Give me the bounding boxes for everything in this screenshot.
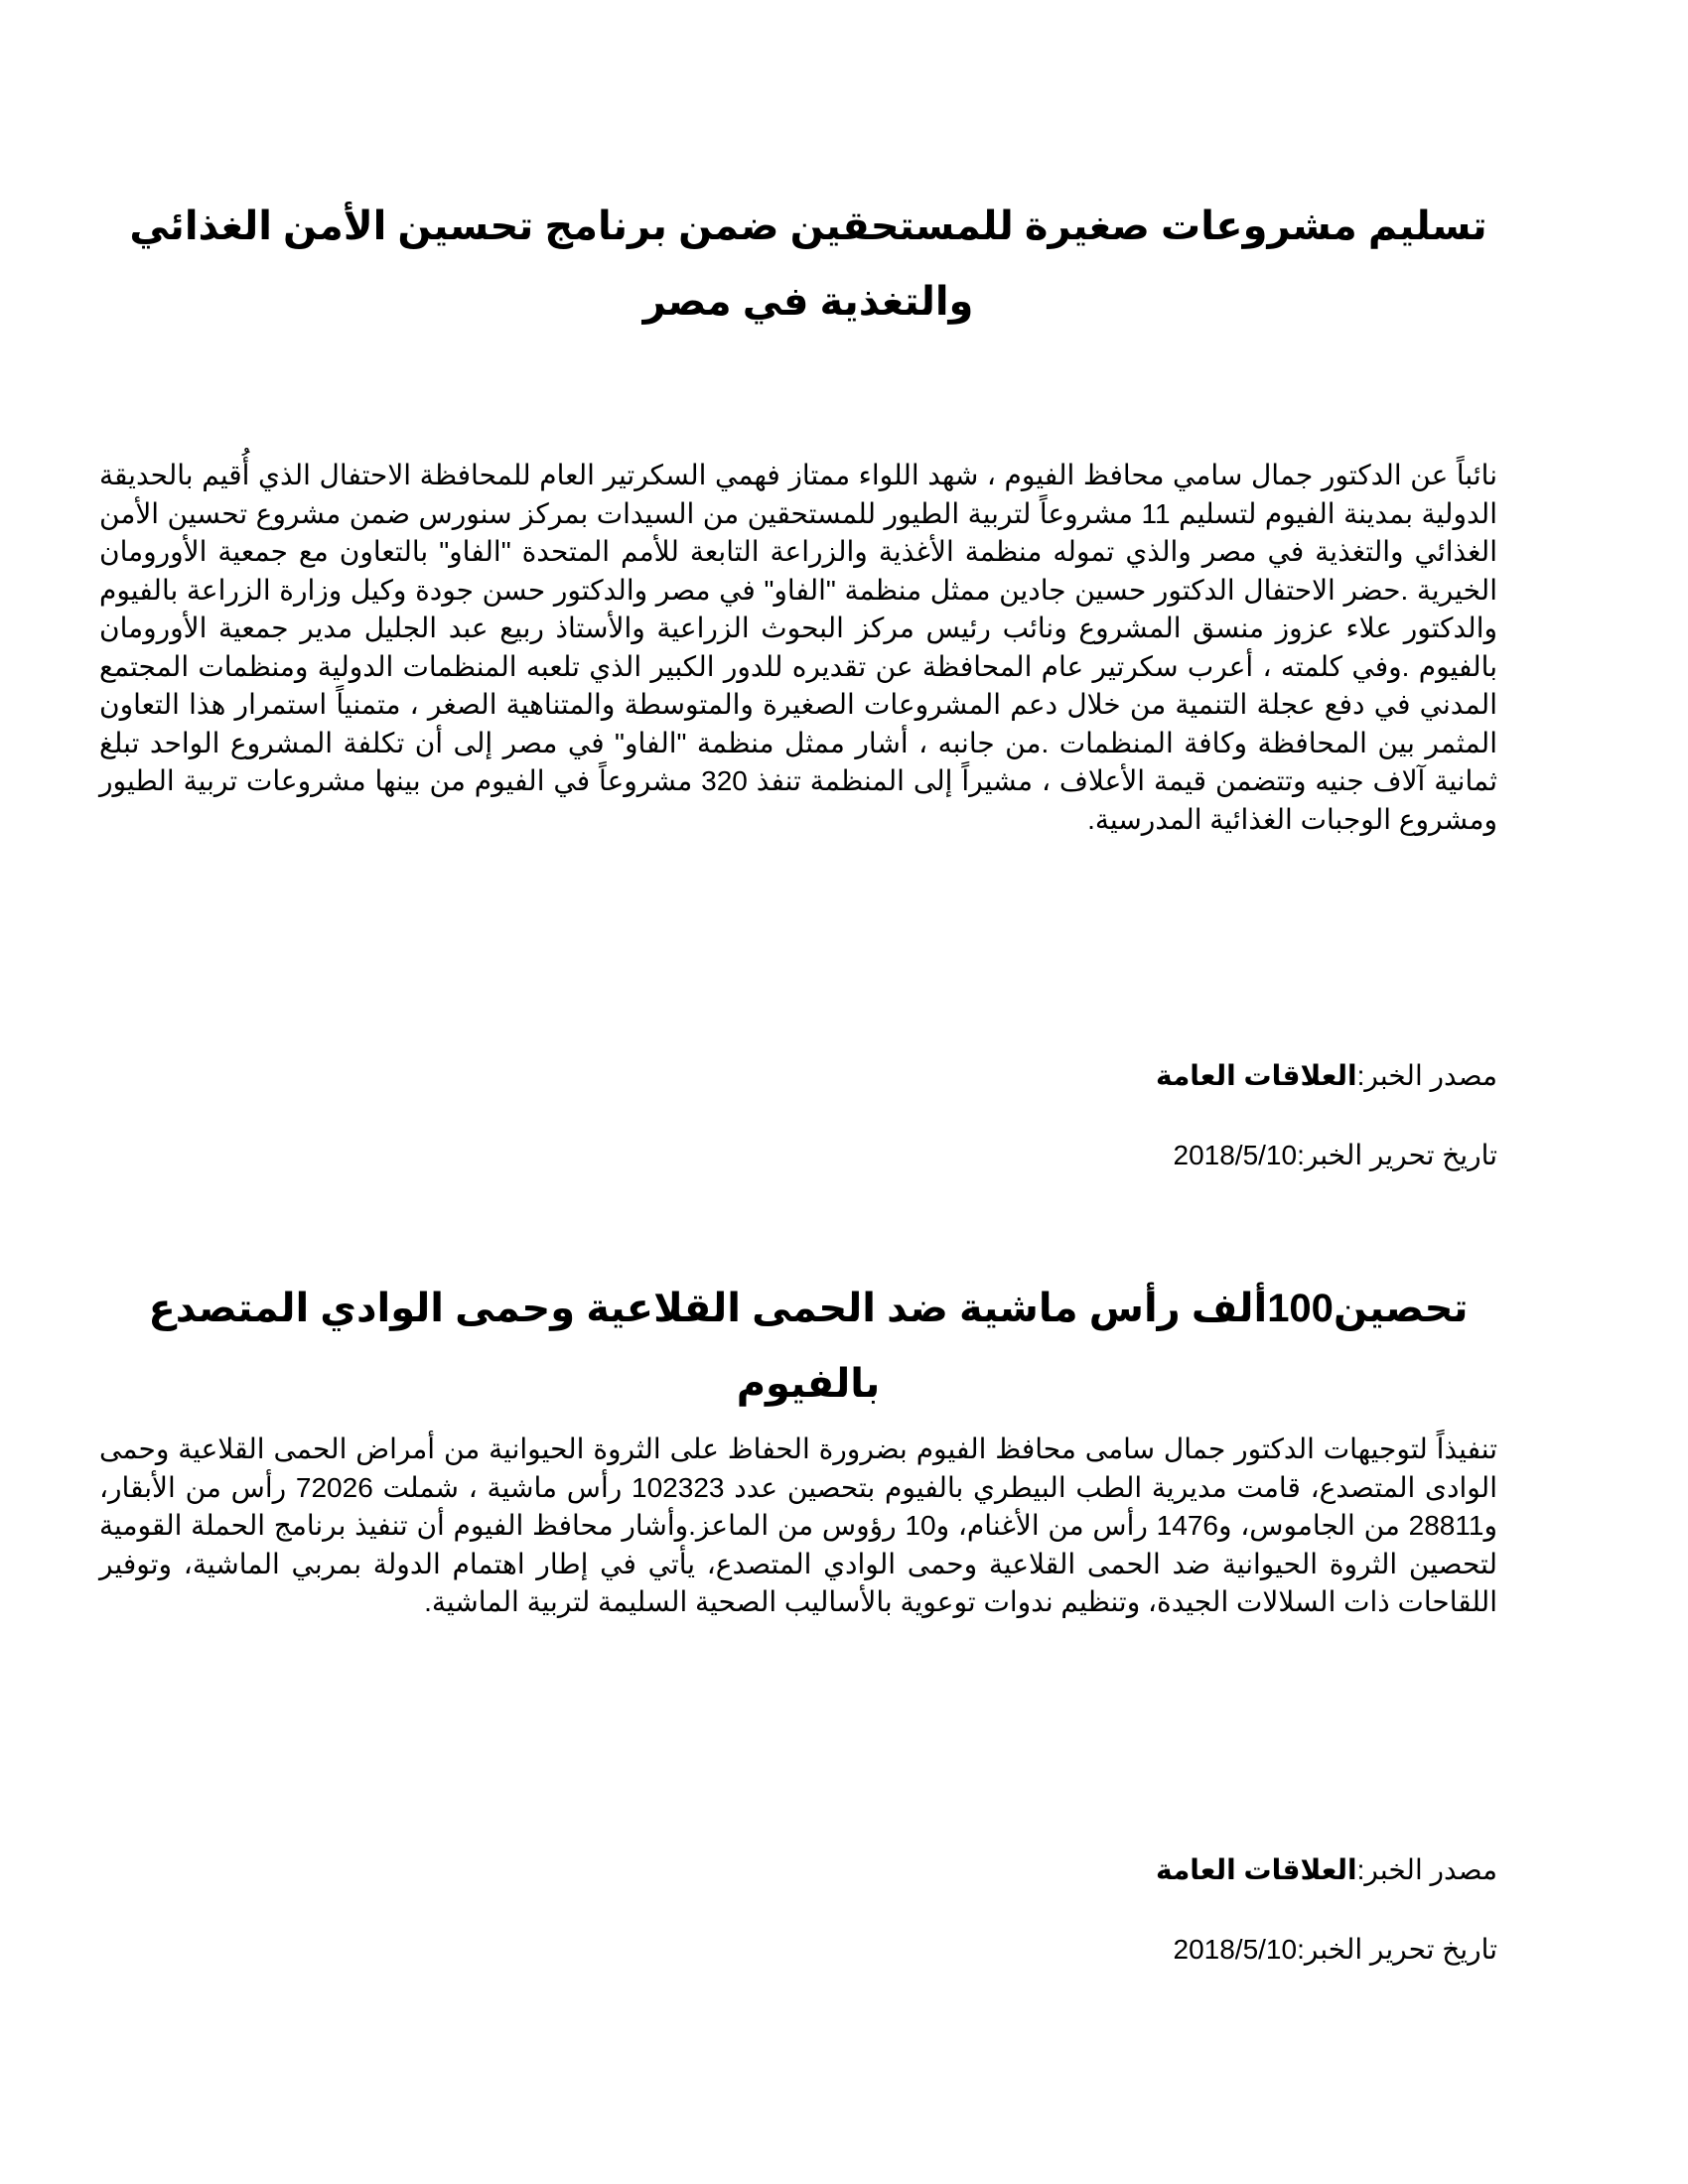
source-value: العلاقات العامة xyxy=(1155,1060,1357,1091)
article-1-title: تسليم مشروعات صغيرة للمستحقين ضمن برنامج تحسين الأمن الغذائي والتغذية في مصر xyxy=(129,205,1487,324)
article-1-date xyxy=(99,1136,1497,1175)
source-label: مصدر الخبر: xyxy=(1356,1060,1497,1091)
article-2-title: تحصين100ألف رأس ماشية ضد الحمى القلاعية وحمى الوادي المتصدع بالفيوم xyxy=(148,1287,1469,1406)
article-2-source xyxy=(99,1850,1497,1890)
article-1-source xyxy=(99,1056,1497,1096)
date-value: 2018/5/10 xyxy=(1173,1140,1298,1170)
article-2-body: تنفيذاً لتوجيهات الدكتور جمال سامى محافظ الفيوم بضرورة الحفاظ على الثروة الحيوانية من أمراض الحمى القلاعية وحمى الوادى المتصدع، قامت مديرية الطب البيطري بالفيوم بتحصين عدد 102323 رأس ماشية ، شملت 72026 رأس من الأبقار، و28811 من الجاموس، و1476 رأس من الأغنام، و10 رؤوس من الماعز.وأشار محافظ الفيوم أن تنفيذ برنامج الحملة القومية لتحصين الثروة الحيوانية ضد الحمى القلاعية وحمى الوادي المتصدع، يأتي في إطار اهتمام الدولة بمربي الماشية، وتوفير اللقاحات ذات السلالات الجيدة، وتنظيم ندوات توعوية بالأساليب الصحية السليمة لتربية الماشية. xyxy=(99,1433,1497,1617)
article-2-date xyxy=(99,1930,1497,1970)
date-label: تاريخ تحرير الخبر: xyxy=(1297,1140,1497,1170)
source-value: العلاقات العامة xyxy=(1155,1854,1357,1885)
article-1-body: نائباً عن الدكتور جمال سامي محافظ الفيوم ، شهد اللواء ممتاز فهمي السكرتير العام للمحافظة الاحتفال الذي أُقيم بالحديقة الدولية بمدينة الفيوم لتسليم 11 مشروعاً لتربية الطيور للمستحقين من السيدات بمركز سنورس ضمن مشروع تحسين الأمن الغذائي والتغذية في مصر والذي تموله منظمة الأغذية والزراعة التابعة للأمم المتحدة "الفاو" بالتعاون مع جمعية الأورومان الخيرية .حضر الاحتفال الدكتور حسين جادين ممثل منظمة "الفاو" في مصر والدكتور حسن جودة وكيل وزارة الزراعة بالفيوم والدكتور علاء عزوز منسق المشروع ونائب رئيس مركز البحوث الزراعية والأستاذ ربيع عبد الجليل مدير جمعية الأورومان بالفيوم .وفي كلمته ، أعرب سكرتير عام المحافظة عن تقديره للدور الكبير الذي تلعبه المنظمات الدولية ومنظمات المجتمع المدني في دفع عجلة التنمية من خلال دعم المشروعات الصغيرة والمتوسطة والمتناهية الصغر ، متمنياً استمرار هذا التعاون المثمر بين المحافظة وكافة المنظمات .من جانبه ، أشار ممثل منظمة "الفاو" في مصر إلى أن تكلفة المشروع الواحد تبلغ ثمانية آلاف جنيه وتتضمن قيمة الأعلاف ، مشيراً إلى المنظمة تنفذ 320 مشروعاً في الفيوم من بينها مشروعات تربية الطيور ومشروع الوجبات الغذائية المدرسية. xyxy=(99,460,1497,835)
date-label: تاريخ تحرير الخبر: xyxy=(1297,1934,1497,1965)
date-value: 2018/5/10 xyxy=(1173,1934,1298,1965)
source-label: مصدر الخبر: xyxy=(1356,1854,1497,1885)
